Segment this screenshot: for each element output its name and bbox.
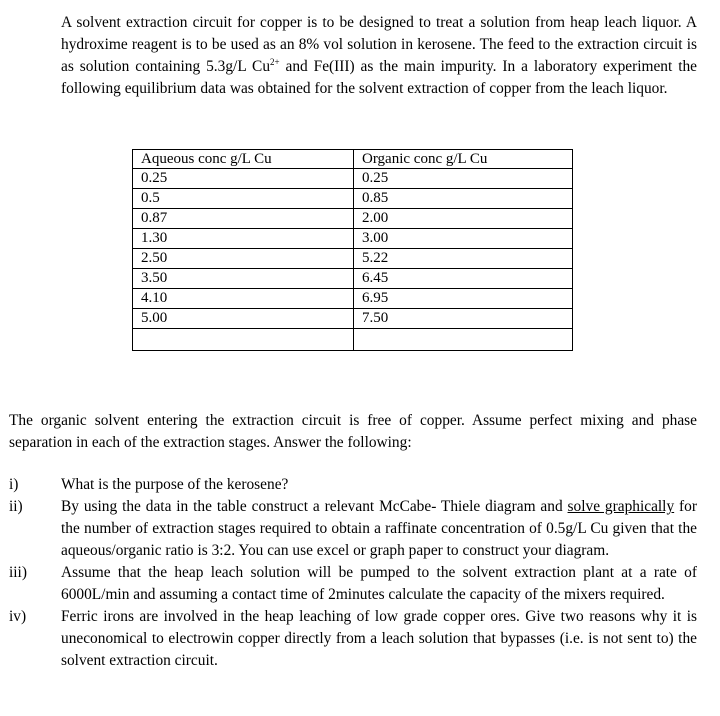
intro-paragraph: [61, 12, 697, 100]
header-aqueous-conc: Aqueous conc g/L Cu: [133, 150, 354, 169]
intro-text-part2: and Fe(III) as the main impurity. In a laboratory experiment the following equilibrium data was obtained for the solvent extraction of copper from the leach liquor.: [61, 58, 697, 97]
question-number: iv): [9, 608, 27, 625]
aqueous-conc-cell: 5.00: [133, 309, 354, 329]
organic-conc-cell: 7.50: [354, 309, 573, 329]
table-header-row: [133, 150, 573, 169]
question-item: [9, 606, 697, 672]
aqueous-conc-cell: 4.10: [133, 289, 354, 309]
question-number: iii): [9, 564, 27, 581]
organic-conc-cell: 0.25: [354, 169, 573, 189]
question-item: [9, 562, 697, 606]
question-text: for the number of extraction stages required to obtain a raffinate concentration of 0.5g/L Cu given that the aqueous/organic ratio is 3:2. You can use excel or graph paper to construct your diagram.: [61, 498, 697, 559]
table-row: [133, 249, 573, 269]
instructions-paragraph: The organic solvent entering the extraction circuit is free of copper. Assume perfect mixing and phase separation in each of the extraction stages. Answer the following:: [9, 412, 697, 451]
aqueous-conc-cell: 0.87: [133, 209, 354, 229]
header-organic-conc: Organic conc g/L Cu: [354, 150, 573, 169]
question-emphasis-text: solve graphically: [567, 498, 675, 515]
question-text: By using the data in the table construct a relevant McCabe- Thiele diagram and: [61, 498, 568, 515]
question-item: [9, 474, 697, 496]
table-row: [133, 289, 573, 309]
aqueous-conc-cell: [133, 329, 354, 351]
intro-superscript-charge: 2+: [270, 57, 280, 67]
aqueous-conc-cell: 0.5: [133, 189, 354, 209]
table-row: [133, 309, 573, 329]
question-number: i): [9, 476, 19, 493]
organic-conc-cell: 5.22: [354, 249, 573, 269]
table-row: [133, 229, 573, 249]
table-row: [133, 269, 573, 289]
aqueous-conc-cell: 2.50: [133, 249, 354, 269]
question-text: Assume that the heap leach solution will be pumped to the solvent extraction plant at a rate of 6000L/min and assuming a contact time of 2minutes calculate the capacity of the mixers required.: [61, 564, 697, 603]
table-body: [133, 169, 573, 351]
aqueous-conc-cell: 0.25: [133, 169, 354, 189]
question-item: [9, 496, 697, 562]
question-text: Ferric irons are involved in the heap leaching of low grade copper ores. Give two reasons why it is uneconomical to electrowin copper directly from a leach solution that bypasses (i.e. is not sent to) the solvent extraction circuit.: [61, 608, 697, 669]
table-row: [133, 169, 573, 189]
table-row: [133, 329, 573, 351]
question-list: [9, 474, 697, 672]
table-row: [133, 189, 573, 209]
table-row: [133, 209, 573, 229]
question-number: ii): [9, 498, 23, 515]
organic-conc-cell: 3.00: [354, 229, 573, 249]
aqueous-conc-cell: 3.50: [133, 269, 354, 289]
organic-conc-cell: 0.85: [354, 189, 573, 209]
organic-conc-cell: [354, 329, 573, 351]
organic-conc-cell: 6.95: [354, 289, 573, 309]
equilibrium-data-table: [132, 149, 573, 351]
intro-text-part1: A solvent extraction circuit for copper is to be designed to treat a solution from heap leach liquor. A hydroxime reagent is to be used as an 8% vol solution in kerosene. The feed to the extraction circuit is as solution containing 5.3g/L Cu: [61, 14, 697, 75]
organic-conc-cell: 6.45: [354, 269, 573, 289]
question-text: What is the purpose of the kerosene?: [61, 476, 289, 493]
organic-conc-cell: 2.00: [354, 209, 573, 229]
aqueous-conc-cell: 1.30: [133, 229, 354, 249]
